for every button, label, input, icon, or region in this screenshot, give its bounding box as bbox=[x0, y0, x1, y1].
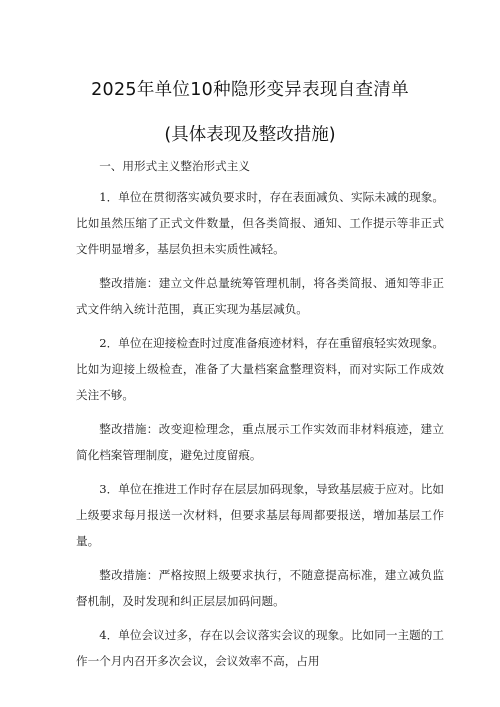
document-body bbox=[76, 153, 444, 682]
issue-paragraph-1: 1．单位在贯彻落实减负要求时，存在表面减负、实际未减的现象。比如虽然压缩了正式文件数量，但各类简报、通知、工作提示等非正式文件明显增多，基层负担未实质性减轻。 bbox=[76, 190, 444, 256]
issue-paragraph-2: 2．单位在迎接检查时过度准备痕迹材料，存在重留痕轻实效现象。比如为迎接上级检查，准备了大量档案盒整理资料，而对实际工作成效关注不够。 bbox=[76, 336, 444, 402]
issue-paragraph-3: 3．单位在推进工作时存在层层加码现象，导致基层疲于应对。比如上级要求每月报送一次材料，但要求基层每周都要报送，增加基层工作量。 bbox=[76, 482, 444, 548]
remedy-paragraph-1: 整改措施：建立文件总量统筹管理机制，将各类简报、通知等非正式文件纳入统计范围，真正实现为基层减负。 bbox=[76, 276, 444, 316]
section-heading: 一、用形式主义整治形式主义 bbox=[99, 159, 250, 173]
issue-paragraph-4: 4．单位会议过多，存在以会议落实会议的现象。比如同一主题的工作一个月内召开多次会议，会议效率不高，占用 bbox=[76, 628, 444, 668]
document-subtitle: (具体表现及整改措施) bbox=[164, 125, 336, 145]
remedy-paragraph-3: 整改措施：严格按照上级要求执行，不随意提高标准，建立减负监督机制，及时发现和纠正层层加码问题。 bbox=[76, 568, 444, 608]
remedy-paragraph-2: 整改措施：改变迎检理念，重点展示工作实效而非材料痕迹，建立简化档案管理制度，避免过度留痕。 bbox=[76, 422, 444, 462]
document-title: 2025年单位10种隐形变异表现自查清单 bbox=[91, 80, 409, 100]
